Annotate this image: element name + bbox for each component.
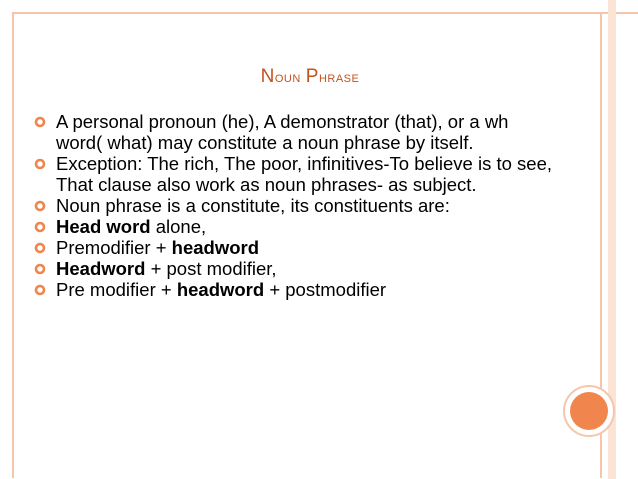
bullet-text: Pre modifier + xyxy=(56,279,177,300)
ring-bullet-icon xyxy=(34,200,46,212)
ring-bullet-icon xyxy=(34,263,46,275)
bullet-text: + post modifier, xyxy=(145,258,277,279)
bullet-item xyxy=(34,153,554,195)
bullet-item xyxy=(34,111,554,153)
bullet-item xyxy=(34,237,554,258)
bullet-text: Exception: The rich, The poor, infinitives-To believe is to see, That clause also work as noun phrases- as subject. xyxy=(56,153,552,195)
bullet-item xyxy=(34,279,554,300)
bullet-text: A personal pronoun (he), A demonstrator (that), or a wh word( what) may constitute a noun phrase by itself. xyxy=(56,111,509,153)
ring-bullet-icon xyxy=(34,158,46,170)
slide-title: Noun Phrase xyxy=(260,66,360,87)
ring-bullet-icon xyxy=(34,116,46,128)
bullet-bold-text: Headword xyxy=(56,258,146,279)
ring-bullet-icon xyxy=(34,221,46,233)
bullet-list xyxy=(34,111,554,300)
ring-bullet-icon xyxy=(34,284,46,296)
accent-circle-icon xyxy=(570,392,608,430)
bullet-bold-text: headword xyxy=(176,279,265,300)
ring-bullet-icon xyxy=(34,242,46,254)
bullet-bold-text: headword xyxy=(171,237,260,258)
bullet-text: Noun phrase is a constitute, its constituents are: xyxy=(56,195,450,216)
bullet-item xyxy=(34,195,554,216)
bullet-item xyxy=(34,258,554,279)
top-rule xyxy=(12,12,638,14)
bullet-bold-text: Head word xyxy=(56,216,151,237)
bullet-text: Premodifier + xyxy=(56,237,172,258)
bullet-item xyxy=(34,216,554,237)
bullet-text: + postmodifier xyxy=(264,279,387,300)
bullet-text: alone, xyxy=(150,216,207,237)
